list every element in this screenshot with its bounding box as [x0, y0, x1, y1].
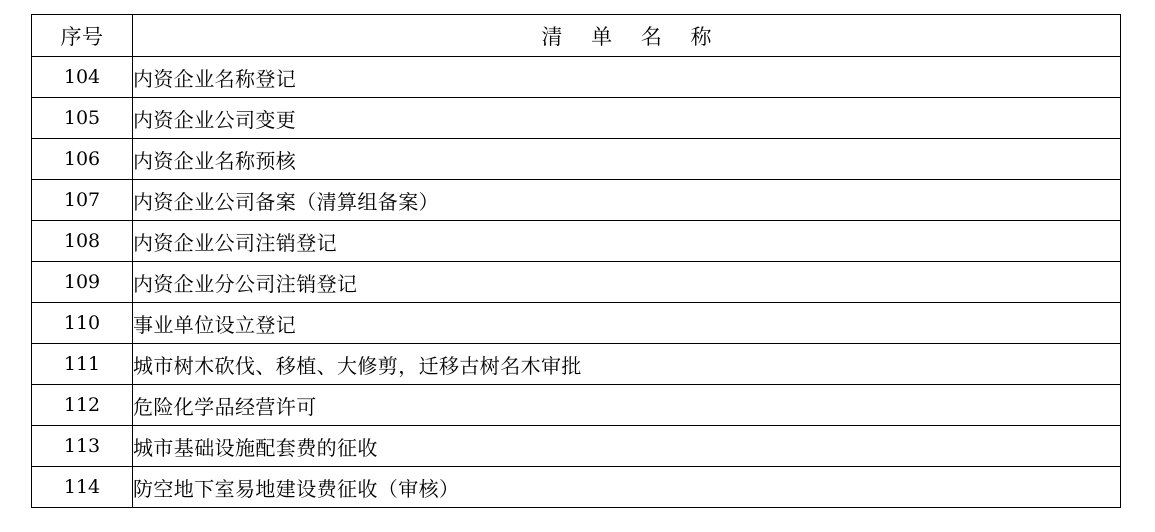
row-number: 112	[32, 385, 133, 426]
table-row	[32, 221, 1121, 262]
row-item-name: 危险化学品经营许可	[133, 385, 1121, 426]
table-body	[32, 57, 1121, 508]
row-item-name: 内资企业公司变更	[133, 98, 1121, 139]
row-item-name: 内资企业名称预核	[133, 139, 1121, 180]
row-number: 108	[32, 221, 133, 262]
table-row	[32, 57, 1121, 98]
row-number: 104	[32, 57, 133, 98]
table-header	[32, 15, 1121, 57]
row-item-name: 内资企业公司注销登记	[133, 221, 1121, 262]
table-row	[32, 262, 1121, 303]
table-row	[32, 98, 1121, 139]
row-number: 111	[32, 344, 133, 385]
row-number: 109	[32, 262, 133, 303]
table-row	[32, 303, 1121, 344]
table-row	[32, 426, 1121, 467]
table-header-row	[32, 15, 1121, 57]
row-number: 107	[32, 180, 133, 221]
row-item-name: 城市基础设施配套费的征收	[133, 426, 1121, 467]
row-item-name: 城市树木砍伐、移植、大修剪，迁移古树名木审批	[133, 344, 1121, 385]
column-header-no: 序号	[32, 15, 133, 57]
table-row	[32, 344, 1121, 385]
row-number: 106	[32, 139, 133, 180]
row-number: 113	[32, 426, 133, 467]
row-item-name: 事业单位设立登记	[133, 303, 1121, 344]
row-item-name: 防空地下室易地建设费征收（审核）	[133, 467, 1121, 508]
checklist-table	[31, 14, 1121, 508]
row-item-name: 内资企业分公司注销登记	[133, 262, 1121, 303]
row-number: 105	[32, 98, 133, 139]
row-item-name: 内资企业公司备案（清算组备案）	[133, 180, 1121, 221]
table-row	[32, 180, 1121, 221]
table-row	[32, 139, 1121, 180]
row-number: 114	[32, 467, 133, 508]
column-header-name: 清 单 名 称	[133, 15, 1121, 57]
table-row	[32, 467, 1121, 508]
row-number: 110	[32, 303, 133, 344]
row-item-name: 内资企业名称登记	[133, 57, 1121, 98]
table-row	[32, 385, 1121, 426]
